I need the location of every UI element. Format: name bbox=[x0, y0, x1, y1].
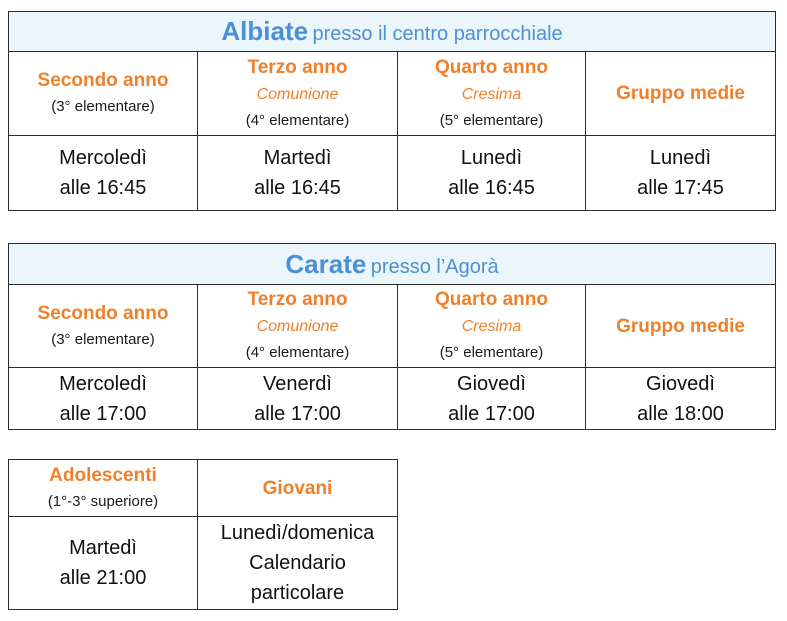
group-cell bbox=[9, 460, 198, 517]
meeting-day: Mercoledì bbox=[59, 147, 147, 169]
meeting-time: alle 16:45 bbox=[59, 177, 147, 199]
carate-location-cell bbox=[9, 244, 776, 285]
albiate-header-row bbox=[9, 12, 776, 52]
location-name: Albiate bbox=[221, 16, 309, 46]
group-name: Gruppo medie bbox=[616, 315, 745, 337]
group-cell bbox=[9, 285, 198, 368]
meeting-time: alle 21:00 bbox=[59, 567, 147, 589]
time-cell bbox=[198, 368, 398, 430]
group-name: Terzo anno bbox=[247, 56, 348, 78]
albiate-location-cell bbox=[9, 12, 776, 52]
time-cell bbox=[198, 517, 398, 610]
time-cell bbox=[198, 136, 398, 211]
group-name: Quarto anno bbox=[435, 56, 548, 78]
group-cell bbox=[398, 285, 586, 368]
albiate-schedule-table bbox=[8, 11, 776, 211]
group-cell bbox=[9, 52, 198, 136]
carate-schedule-table bbox=[8, 243, 776, 430]
group-name: Secondo anno bbox=[37, 302, 169, 324]
meeting-day: Lunedì/domenica bbox=[220, 522, 375, 544]
time-cell bbox=[9, 517, 198, 610]
time-cell bbox=[586, 368, 776, 430]
meeting-day: Martedì bbox=[263, 147, 332, 169]
meeting-time: alle 16:45 bbox=[254, 177, 341, 199]
albiate-times-row bbox=[9, 136, 776, 211]
meeting-day: Giovedì bbox=[457, 372, 526, 395]
youth-times-row bbox=[9, 517, 398, 610]
group-name: Adolescenti bbox=[49, 464, 157, 486]
grade-label: (3° elementare) bbox=[51, 98, 155, 115]
meeting-day: Lunedì bbox=[649, 147, 712, 169]
meeting-note: particolare bbox=[250, 582, 345, 604]
meeting-time: alle 17:00 bbox=[59, 402, 147, 425]
youth-schedule-table bbox=[8, 459, 398, 610]
grade-label: (5° elementare) bbox=[439, 344, 544, 361]
group-sacrament: Cresima bbox=[461, 318, 522, 335]
grade-label: (5° elementare) bbox=[439, 111, 544, 129]
group-cell bbox=[198, 52, 398, 136]
group-name: Giovani bbox=[262, 477, 333, 499]
meeting-note: Calendario bbox=[249, 552, 346, 574]
meeting-day: Lunedì bbox=[460, 147, 523, 169]
albiate-groups-row bbox=[9, 52, 776, 136]
meeting-time: alle 16:45 bbox=[448, 177, 535, 199]
carate-header-row bbox=[9, 244, 776, 285]
carate-groups-row bbox=[9, 285, 776, 368]
meeting-day: Martedì bbox=[69, 537, 137, 559]
group-sacrament: Comunione bbox=[256, 85, 339, 103]
meeting-time: alle 18:00 bbox=[637, 402, 724, 425]
meeting-time: alle 17:00 bbox=[254, 402, 341, 425]
group-sacrament: Cresima bbox=[461, 85, 522, 103]
grade-label: (3° elementare) bbox=[51, 330, 155, 348]
group-cell bbox=[586, 285, 776, 368]
meeting-time: alle 17:45 bbox=[637, 177, 724, 199]
group-cell bbox=[398, 52, 586, 136]
group-cell bbox=[198, 460, 398, 517]
grade-label: (4° elementare) bbox=[245, 111, 350, 129]
grade-label: (4° elementare) bbox=[245, 344, 350, 361]
time-cell bbox=[586, 136, 776, 211]
meeting-time: alle 17:00 bbox=[448, 402, 535, 425]
meeting-day: Venerdì bbox=[263, 372, 332, 395]
group-cell bbox=[586, 52, 776, 136]
meeting-day: Giovedì bbox=[646, 372, 715, 395]
time-cell bbox=[398, 368, 586, 430]
group-name: Quarto anno bbox=[435, 289, 548, 310]
time-cell bbox=[9, 136, 198, 211]
carate-times-row bbox=[9, 368, 776, 430]
youth-groups-row bbox=[9, 460, 398, 517]
grade-label: (1°-3° superiore) bbox=[47, 492, 159, 510]
meeting-day: Mercoledì bbox=[59, 372, 147, 395]
group-name: Gruppo medie bbox=[616, 83, 745, 104]
group-sacrament: Comunione bbox=[256, 318, 339, 335]
time-cell bbox=[398, 136, 586, 211]
location-name: Carate bbox=[285, 248, 367, 279]
group-name: Secondo anno bbox=[37, 70, 169, 91]
location-place: presso l’Agorà bbox=[370, 255, 499, 278]
group-name: Terzo anno bbox=[247, 289, 348, 310]
location-place: presso il centro parrocchiale bbox=[312, 23, 563, 45]
time-cell bbox=[9, 368, 198, 430]
group-cell bbox=[198, 285, 398, 368]
